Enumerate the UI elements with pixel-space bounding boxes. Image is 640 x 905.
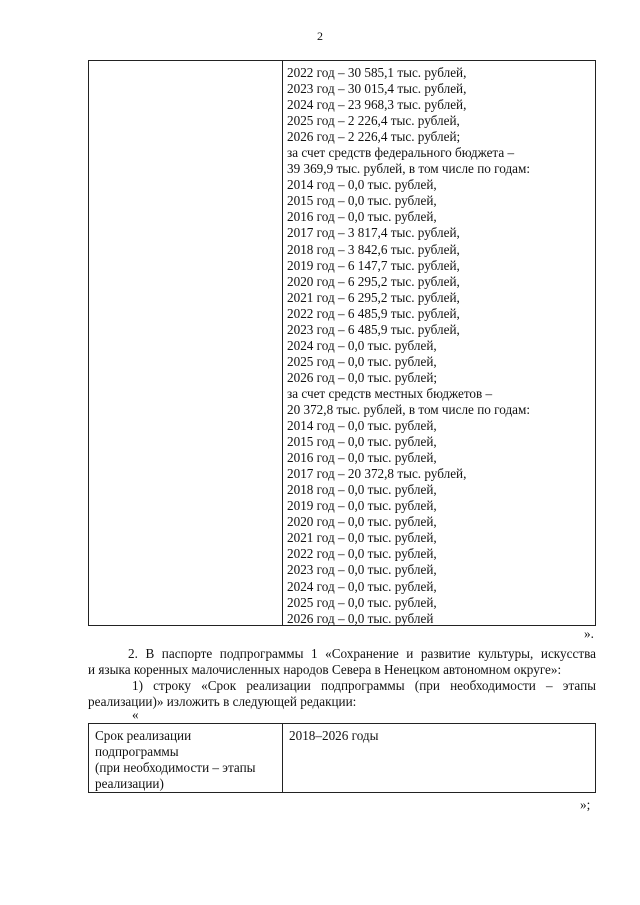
finance-table-value-cell xyxy=(287,65,589,627)
term-label-line: Срок реализации xyxy=(95,728,192,743)
finance-line: 2025 год – 0,0 тыс. рублей, xyxy=(287,594,437,610)
closing-quote: »; xyxy=(580,797,591,812)
finance-line: 2015 год – 0,0 тыс. рублей, xyxy=(287,193,437,209)
finance-line: 2024 год – 0,0 тыс. рублей, xyxy=(287,578,437,594)
finance-line: 2020 год – 0,0 тыс. рублей, xyxy=(287,514,437,530)
term-table-label-cell xyxy=(95,728,280,792)
paragraph-2 xyxy=(88,646,596,678)
finance-line: 39 369,9 тыс. рублей, в том числе по годам: xyxy=(287,161,531,177)
finance-line: 2014 год – 0,0 тыс. рублей, xyxy=(287,177,437,193)
finance-line: 2026 год – 0,0 тыс. рублей; xyxy=(287,369,438,385)
paragraph-line: 1) строку «Срок реализации подпрограммы (при необходимости – этапы xyxy=(132,678,596,693)
finance-line: 2025 год – 0,0 тыс. рублей, xyxy=(287,353,437,369)
finance-line: 2022 год – 6 485,9 тыс. рублей, xyxy=(287,305,460,321)
paragraph-line: и языка коренных малочисленных народов Севера в Ненецком автономном округе»: xyxy=(88,662,562,677)
finance-line: 2026 год – 2 226,4 тыс. рублей; xyxy=(287,129,461,145)
finance-line: 2017 год – 3 817,4 тыс. рублей, xyxy=(287,225,460,241)
finance-line: 2016 год – 0,0 тыс. рублей, xyxy=(287,209,437,225)
closing-quote: ». xyxy=(584,626,594,641)
paragraph-3 xyxy=(88,678,596,710)
finance-line: 2026 год – 0,0 тыс. рублей xyxy=(287,610,434,626)
finance-line: 2018 год – 0,0 тыс. рублей, xyxy=(287,482,437,498)
finance-line: 2023 год – 30 015,4 тыс. рублей, xyxy=(287,81,467,97)
finance-line: 2023 год – 0,0 тыс. рублей, xyxy=(287,562,437,578)
page-number: 2 xyxy=(317,29,323,43)
finance-line: 20 372,8 тыс. рублей, в том числе по годам: xyxy=(287,401,531,417)
term-table-value-cell: 2018–2026 годы xyxy=(289,728,379,743)
finance-line: 2019 год – 0,0 тыс. рублей, xyxy=(287,498,437,514)
finance-line: 2021 год – 0,0 тыс. рублей, xyxy=(287,530,437,546)
table-column-divider xyxy=(282,61,283,625)
table-column-divider xyxy=(282,724,283,792)
finance-line: 2019 год – 6 147,7 тыс. рублей, xyxy=(287,257,460,273)
finance-line: 2023 год – 6 485,9 тыс. рублей, xyxy=(287,321,460,337)
term-table xyxy=(88,723,596,793)
finance-line: 2017 год – 20 372,8 тыс. рублей, xyxy=(287,466,467,482)
finance-line: 2014 год – 0,0 тыс. рублей, xyxy=(287,418,437,434)
finance-line: 2025 год – 2 226,4 тыс. рублей, xyxy=(287,113,460,129)
finance-table xyxy=(88,60,596,626)
term-label-line: подпрограммы xyxy=(95,744,179,759)
finance-line: 2018 год – 3 842,6 тыс. рублей, xyxy=(287,241,460,257)
finance-line: 2024 год – 23 968,3 тыс. рублей, xyxy=(287,97,467,113)
paragraph-line: 2. В паспорте подпрограммы 1 «Сохранение и развитие культуры, искусства xyxy=(128,646,596,661)
finance-line: за счет средств федерального бюджета – xyxy=(287,145,515,161)
finance-line: 2024 год – 0,0 тыс. рублей, xyxy=(287,337,437,353)
finance-line: за счет средств местных бюджетов – xyxy=(287,385,493,401)
finance-line: 2016 год – 0,0 тыс. рублей, xyxy=(287,450,437,466)
opening-quote: « xyxy=(132,707,139,722)
finance-line: 2015 год – 0,0 тыс. рублей, xyxy=(287,434,437,450)
finance-line: 2021 год – 6 295,2 тыс. рублей, xyxy=(287,289,460,305)
finance-line: 2020 год – 6 295,2 тыс. рублей, xyxy=(287,273,460,289)
finance-line: 2022 год – 30 585,1 тыс. рублей, xyxy=(287,65,467,80)
term-label-line: реализации) xyxy=(95,776,164,791)
term-label-line: (при необходимости – этапы xyxy=(95,760,256,775)
finance-line: 2022 год – 0,0 тыс. рублей, xyxy=(287,546,437,562)
paragraph-line: реализации)» изложить в следующей редакции: xyxy=(88,694,357,709)
